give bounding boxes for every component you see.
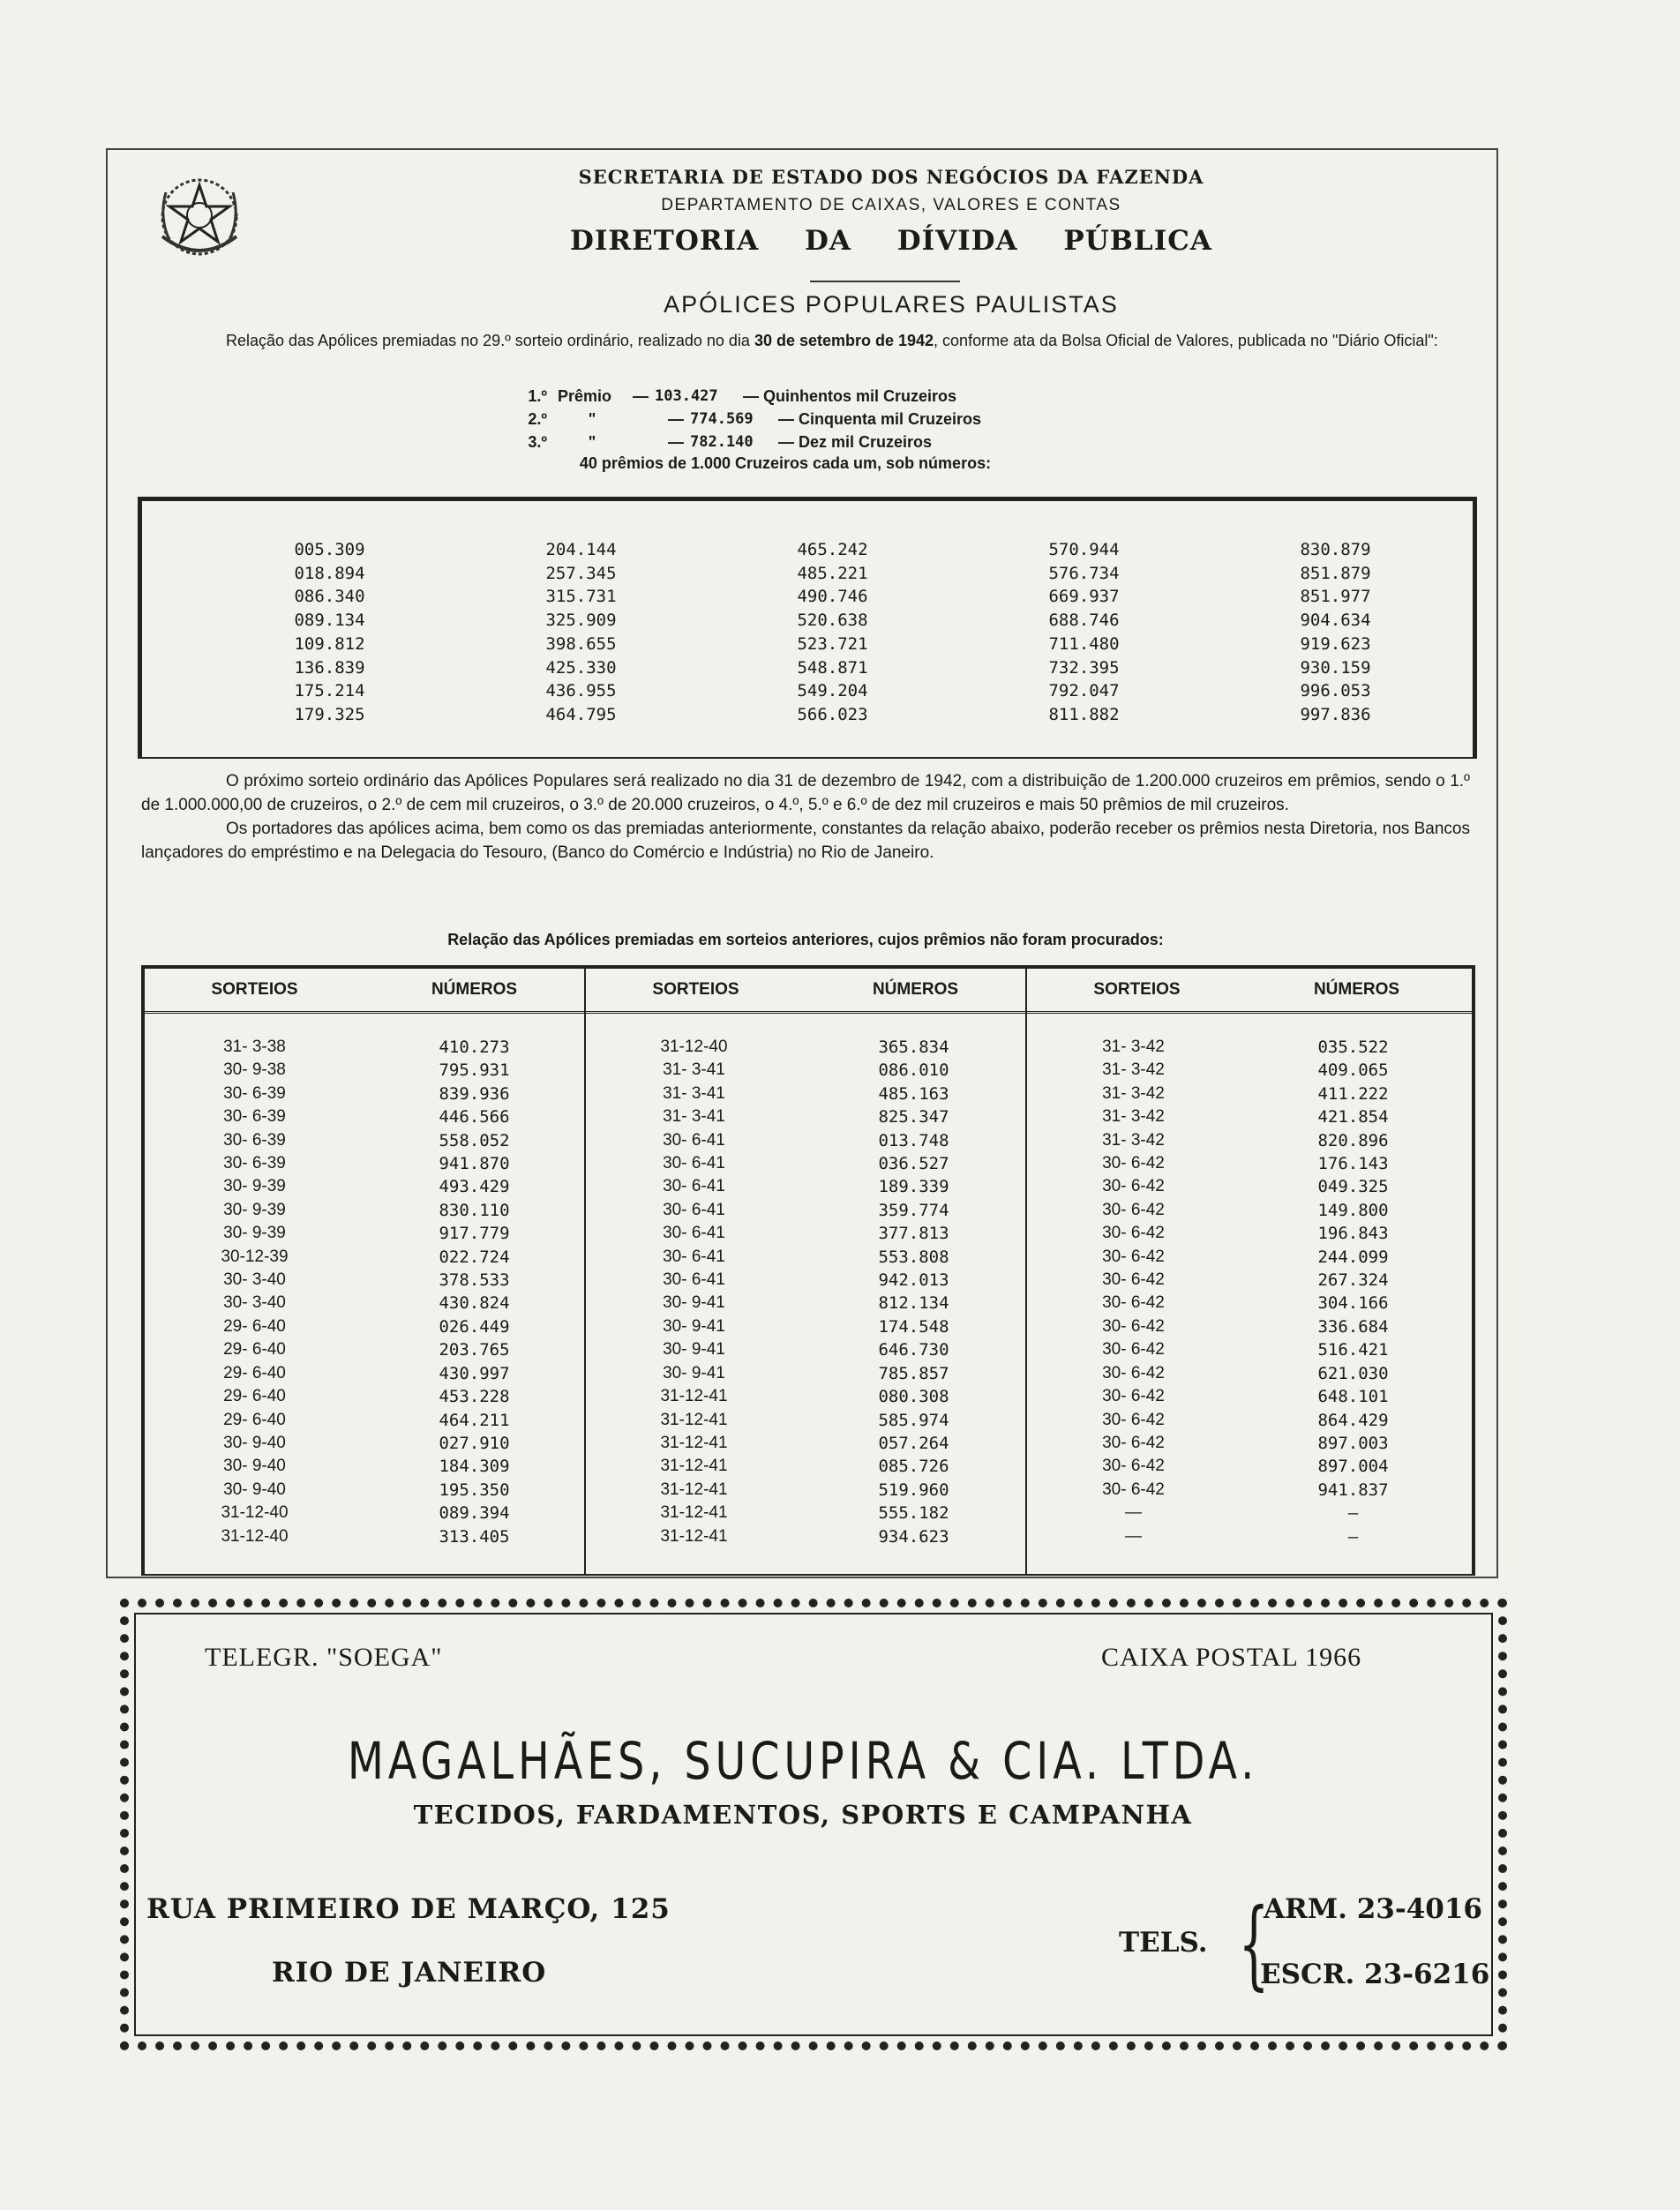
winning-number: 018.894: [294, 563, 365, 583]
policy-number-cell: 057.264: [878, 1433, 949, 1453]
winning-number: 325.909: [545, 611, 617, 631]
policy-number-cell: 086.010: [878, 1060, 949, 1081]
winning-numbers-column: [707, 538, 958, 727]
policy-number-cell: 195.350: [439, 1480, 510, 1500]
policy-number-cell: —: [1347, 1526, 1359, 1547]
header-secretaria: SECRETARIA DE ESTADO DOS NEGÓCIOS DA FAZENDA: [578, 166, 1204, 188]
policy-number-cell: 013.748: [878, 1130, 949, 1150]
draw-date-cell: 30- 9-39: [223, 1200, 286, 1219]
draw-date-cell: 30- 6-39: [223, 1107, 286, 1127]
table-column-group: [584, 1036, 1024, 1548]
draw-date-cell: 30- 9-39: [223, 1224, 286, 1243]
policy-number-cell: 203.765: [439, 1340, 510, 1360]
policy-number-cell: 934.623: [878, 1526, 949, 1547]
policy-number-cell: 830.110: [439, 1200, 510, 1220]
draw-date-cell: 30- 6-42: [1102, 1177, 1165, 1196]
draw-date-cell: 31-12-41: [660, 1387, 728, 1406]
policy-number-cell: 942.013: [878, 1270, 949, 1291]
draw-date-cell: 29- 6-40: [223, 1363, 286, 1382]
winning-number: 485.221: [797, 563, 868, 583]
policy-number-cell: 795.931: [439, 1060, 510, 1081]
policy-number-cell: 365.834: [878, 1038, 949, 1057]
draw-date-cell: 31-12-40: [221, 1503, 289, 1523]
table-column-group: [1024, 1036, 1463, 1548]
draw-date-cell: 30- 6-42: [1102, 1200, 1165, 1219]
sorteios-column: [1024, 1036, 1243, 1548]
policy-number-cell: 430.997: [439, 1363, 510, 1383]
winning-numbers-column: [204, 538, 455, 727]
table-header: [145, 969, 1472, 1014]
header-diretoria: DIRETORIA DA DÍVIDA PÚBLICA: [570, 225, 1212, 257]
policy-number-cell: 022.724: [439, 1247, 510, 1267]
winning-number: 996.053: [1300, 681, 1371, 701]
draw-date-cell: 30- 9-40: [223, 1433, 286, 1452]
policy-number-cell: 839.936: [439, 1083, 510, 1104]
draw-date-cell: 30- 9-41: [663, 1363, 725, 1382]
policy-number-cell: 377.813: [878, 1224, 949, 1244]
numeros-column: [804, 1036, 1024, 1548]
winning-number: 520.638: [797, 611, 868, 631]
policy-number-cell: 646.730: [878, 1340, 949, 1360]
winning-numbers-box: [138, 497, 1477, 759]
policy-number-cell: 897.004: [1317, 1457, 1389, 1477]
policy-number-cell: 864.429: [1317, 1410, 1389, 1430]
policy-number-cell: 036.527: [878, 1154, 949, 1174]
policy-number-cell: 812.134: [878, 1293, 949, 1314]
sorteios-column: [145, 1036, 364, 1548]
draw-date-cell: 30- 9-39: [223, 1177, 286, 1196]
policy-number-cell: 411.222: [1317, 1083, 1389, 1104]
ad-tels-label: TELS.: [1119, 1927, 1208, 1959]
draw-date-cell: 30- 6-39: [223, 1154, 286, 1173]
policy-number-cell: 820.896: [1317, 1130, 1389, 1150]
draw-date-cell: 30- 6-42: [1102, 1247, 1165, 1266]
winning-number: 257.345: [545, 563, 617, 583]
winning-number: 109.812: [294, 633, 365, 654]
policy-number-cell: 027.910: [439, 1433, 510, 1453]
ad-phone-escr: ESCR. 23-6216: [1260, 1959, 1490, 1990]
policy-number-cell: 585.974: [878, 1410, 949, 1430]
winning-number: 398.655: [545, 633, 617, 654]
winning-number: 136.839: [294, 657, 365, 678]
winning-number: 523.721: [797, 633, 868, 654]
policy-number-cell: 049.325: [1317, 1177, 1389, 1197]
winning-number: 175.214: [294, 681, 365, 701]
winning-numbers-column: [455, 538, 707, 727]
draw-date-cell: 30- 6-42: [1102, 1410, 1165, 1429]
draw-date-cell: 30- 6-42: [1102, 1224, 1165, 1243]
winning-number: 851.977: [1300, 587, 1371, 607]
draw-date-cell: 30- 6-39: [223, 1083, 286, 1103]
policy-number-cell: 825.347: [878, 1107, 949, 1127]
prize-list: [494, 385, 1165, 453]
draw-date-cell: 30- 6-42: [1102, 1387, 1165, 1406]
policy-number-cell: 555.182: [878, 1503, 949, 1524]
draw-date-cell: 31- 3-42: [1102, 1130, 1165, 1150]
policy-number-cell: 089.394: [439, 1503, 510, 1524]
draw-date-cell: 31-12-41: [660, 1503, 728, 1523]
policy-number-cell: 897.003: [1317, 1433, 1389, 1453]
winning-numbers-column: [958, 538, 1210, 727]
policy-number-cell: 174.548: [878, 1316, 949, 1337]
policy-number-cell: 464.211: [439, 1410, 510, 1430]
winning-number: 997.836: [1300, 704, 1371, 724]
intro-paragraph: Relação das Apólices premiadas no 29.º sorteio ordinário, realizado no dia 30 de setembro de 1942, conforme ata da Bolsa Oficial de Valores, publicada no "Diário Oficial":: [226, 332, 1438, 349]
draw-date-cell: 30- 9-40: [223, 1457, 286, 1476]
policy-number-cell: 421.854: [1317, 1107, 1389, 1127]
ad-address-city: RIO DE JANEIRO: [272, 1957, 547, 1989]
table-column-group: [145, 1036, 584, 1548]
winning-number: 830.879: [1300, 540, 1371, 559]
draw-date-cell: 30- 6-41: [663, 1130, 725, 1150]
draw-date-cell: 30- 6-42: [1102, 1270, 1165, 1290]
notice-paragraphs: [141, 769, 1470, 865]
policy-number-cell: 558.052: [439, 1130, 510, 1150]
winning-number: 669.937: [1048, 587, 1120, 607]
policy-number-cell: 648.101: [1317, 1387, 1389, 1407]
policy-number-cell: 189.339: [878, 1177, 949, 1197]
policy-number-cell: 196.843: [1317, 1224, 1389, 1244]
draw-date-cell: 31-12-41: [660, 1410, 728, 1429]
winning-number: 425.330: [545, 657, 617, 678]
winning-number: 548.871: [797, 657, 868, 678]
draw-date-cell: 31-12-41: [660, 1433, 728, 1452]
policy-number-cell: 519.960: [878, 1480, 949, 1500]
draw-date-cell: 30- 6-42: [1102, 1457, 1165, 1476]
policy-number-cell: 080.308: [878, 1387, 949, 1407]
ad-tagline: TECIDOS, FARDAMENTOS, SPORTS E CAMPANHA: [413, 1800, 1193, 1830]
draw-date-cell: 30- 6-42: [1102, 1480, 1165, 1499]
policy-number-cell: —: [1347, 1503, 1359, 1524]
prize-row: 2.º " — 774.569 — Cinquenta mil Cruzeiros: [528, 410, 982, 428]
draw-date-cell: 30- 9-41: [663, 1293, 725, 1313]
page-title: APÓLICES POPULARES PAULISTAS: [664, 291, 1119, 318]
policy-number-cell: 446.566: [439, 1107, 510, 1127]
draw-date-cell: 30- 6-42: [1102, 1340, 1165, 1360]
winning-number: 930.159: [1300, 657, 1371, 678]
numeros-column: [1243, 1036, 1463, 1548]
previous-draws-title: Relação das Apólices premiadas em sorteios anteriores, cujos prêmios não foram procurados:: [447, 931, 1164, 948]
draw-date-cell: 31-12-40: [221, 1526, 289, 1546]
draw-date-cell: 29- 6-40: [223, 1340, 286, 1360]
prize-row: 1.º Prêmio — 103.427 — Quinhentos mil Cruzeiros: [528, 387, 957, 405]
ad-postal-box: CAIXA POSTAL 1966: [1101, 1643, 1362, 1672]
winning-number: 688.746: [1048, 611, 1120, 631]
winning-number: 811.882: [1048, 704, 1120, 724]
policy-number-cell: 409.065: [1317, 1060, 1389, 1081]
winning-number: 570.944: [1048, 540, 1120, 559]
draw-date-cell: 31- 3-41: [663, 1083, 725, 1103]
policy-number-cell: 941.870: [439, 1154, 510, 1174]
policy-number-cell: 149.800: [1317, 1200, 1389, 1220]
draw-date-cell: —: [1125, 1526, 1142, 1546]
draw-date-cell: 30- 3-40: [223, 1293, 286, 1313]
draw-date-cell: 30- 6-42: [1102, 1293, 1165, 1313]
column-header-numeros: NÚMEROS: [872, 980, 959, 999]
winning-number: 904.634: [1300, 611, 1371, 631]
table-body: [145, 1036, 1472, 1548]
policy-number-cell: 184.309: [439, 1457, 510, 1477]
winning-number: 919.623: [1300, 633, 1371, 654]
draw-date-cell: 30- 6-39: [223, 1130, 286, 1150]
policy-number-cell: 267.324: [1317, 1270, 1389, 1291]
winning-number: 732.395: [1048, 657, 1120, 678]
winning-numbers-grid: [142, 538, 1473, 727]
ad-telegram: TELEGR. "SOEGA": [205, 1643, 443, 1672]
winning-number: 089.134: [294, 611, 365, 631]
draw-date-cell: 30- 9-38: [223, 1060, 286, 1080]
draw-date-cell: 30- 9-41: [663, 1340, 725, 1360]
policy-number-cell: 430.824: [439, 1293, 510, 1314]
policy-number-cell: 410.273: [439, 1038, 510, 1057]
draw-date-cell: 30- 6-41: [663, 1247, 725, 1266]
policy-number-cell: 085.726: [878, 1457, 949, 1477]
draw-date-cell: 29- 6-40: [223, 1316, 286, 1336]
column-header-sorteios: SORTEIOS: [211, 980, 298, 999]
policy-number-cell: 621.030: [1317, 1363, 1389, 1383]
draw-date-cell: 30- 3-40: [223, 1270, 286, 1290]
draw-date-cell: —: [1125, 1503, 1142, 1523]
ad-company-name: MAGALHÃES, SUCUPIRA & CIA. LTDA.: [347, 1731, 1259, 1791]
brace-icon: {: [1238, 1887, 1270, 2000]
next-draw-paragraph: O próximo sorteio ordinário das Apólices Populares será realizado no dia 31 de dezembro de 1942, com a distribuição de 1.200.000 cruzeiros em prêmios, sendo o 1.º de 1.000.000,00 de cruzeiros, o 2.º de cem mil cruzeiros, o 3.º de 20.000 cruzeiros, o 4.º, 5.º e 6.º de dez mil cruzeiros e mais 50 prêmios de mil cruzeiros.: [141, 772, 1470, 814]
winning-number: 179.325: [294, 704, 365, 724]
prize-row: 3.º " — 782.140 — Dez mil Cruzeiros: [528, 433, 933, 451]
policy-number-cell: 453.228: [439, 1387, 510, 1407]
draw-date-cell: 31- 3-38: [223, 1038, 286, 1056]
draw-date-cell: 30-12-39: [221, 1247, 289, 1266]
winning-number: 711.480: [1048, 633, 1120, 654]
winning-number: 005.309: [294, 540, 365, 559]
draw-date-cell: 30- 6-41: [663, 1154, 725, 1173]
winning-number: 576.734: [1048, 563, 1120, 583]
policy-number-cell: 941.837: [1317, 1480, 1389, 1500]
draw-date-cell: 31- 3-42: [1102, 1060, 1165, 1080]
winning-number: 315.731: [545, 587, 617, 607]
holders-paragraph: Os portadores das apólices acima, bem como os das premiadas anteriormente, constantes da relação abaixo, poderão receber os prêmios nesta Diretoria, nos Bancos lançadores do empréstimo e na Delegacia do Tesouro, (Banco do Comércio e Indústria) no Rio de Janeiro.: [141, 820, 1470, 862]
policy-number-cell: 785.857: [878, 1363, 949, 1383]
policy-number-cell: 516.421: [1317, 1340, 1389, 1360]
policy-number-cell: 026.449: [439, 1316, 510, 1337]
policy-number-cell: 176.143: [1317, 1154, 1389, 1174]
draw-date-cell: 31- 3-42: [1102, 1038, 1165, 1056]
draw-date-cell: 30- 6-42: [1102, 1316, 1165, 1336]
policy-number-cell: 917.779: [439, 1224, 510, 1244]
prizes-forty-caption: 40 prêmios de 1.000 Cruzeiros cada um, sob números:: [579, 454, 992, 472]
coat-of-arms-emblem-icon: [150, 166, 249, 272]
policy-number-cell: 336.684: [1317, 1316, 1389, 1337]
column-header-sorteios: SORTEIOS: [652, 980, 739, 999]
column-header-sorteios: SORTEIOS: [1093, 980, 1181, 999]
draw-date-cell: 29- 6-40: [223, 1410, 286, 1429]
ad-phone-arm: ARM. 23-4016: [1264, 1893, 1482, 1925]
draw-date-cell: 31- 3-41: [663, 1107, 725, 1127]
policy-number-cell: 493.429: [439, 1177, 510, 1197]
ad-address-street: RUA PRIMEIRO DE MARÇO, 125: [146, 1893, 671, 1925]
column-header-numeros: NÚMEROS: [1313, 980, 1400, 999]
draw-date-cell: 30- 6-42: [1102, 1154, 1165, 1173]
draw-date-cell: 30- 9-41: [663, 1316, 725, 1336]
policy-number-cell: 553.808: [878, 1247, 949, 1267]
draw-date-cell: 30- 6-41: [663, 1224, 725, 1243]
winning-number: 086.340: [294, 587, 365, 607]
winning-number: 549.204: [797, 681, 868, 701]
winning-number: 204.144: [545, 540, 617, 559]
draw-date-cell: 31-12-40: [660, 1038, 728, 1056]
draw-date-cell: 31- 3-42: [1102, 1107, 1165, 1127]
sorteios-column: [584, 1036, 804, 1548]
policy-number-cell: 035.522: [1317, 1038, 1389, 1057]
winning-number: 464.795: [545, 704, 617, 724]
policy-number-cell: 485.163: [878, 1083, 949, 1104]
winning-number: 490.746: [797, 587, 868, 607]
header-departamento: DEPARTAMENTO DE CAIXAS, VALORES E CONTAS: [661, 196, 1121, 214]
draw-date-cell: 30- 6-42: [1102, 1433, 1165, 1452]
draw-date-cell: 30- 6-41: [663, 1200, 725, 1219]
draw-date-cell: 30- 6-41: [663, 1177, 725, 1196]
policy-number-cell: 313.405: [439, 1526, 510, 1547]
winning-number: 566.023: [797, 704, 868, 724]
draw-date-cell: 31-12-41: [660, 1480, 728, 1499]
draw-date-cell: 30- 9-40: [223, 1480, 286, 1499]
draw-date-cell: 29- 6-40: [223, 1387, 286, 1406]
draw-date-cell: 31-12-41: [660, 1457, 728, 1476]
winning-number: 465.242: [797, 540, 868, 559]
previous-draws-table: [141, 965, 1475, 1576]
draw-date-cell: 30- 6-41: [663, 1270, 725, 1290]
policy-number-cell: 304.166: [1317, 1293, 1389, 1314]
draw-date-cell: 30- 6-42: [1102, 1363, 1165, 1382]
policy-number-cell: 244.099: [1317, 1247, 1389, 1267]
policy-number-cell: 378.533: [439, 1270, 510, 1291]
winning-numbers-column: [1210, 538, 1461, 727]
draw-date-cell: 31- 3-42: [1102, 1083, 1165, 1103]
winning-number: 851.879: [1300, 563, 1371, 583]
column-header-numeros: NÚMEROS: [431, 980, 518, 999]
draw-date: 30 de setembro de 1942: [754, 332, 934, 349]
draw-date-cell: 31-12-41: [660, 1526, 728, 1546]
draw-date-cell: 31- 3-41: [663, 1060, 725, 1080]
header-rule: [810, 281, 960, 282]
winning-number: 792.047: [1048, 681, 1120, 701]
winning-number: 436.955: [545, 681, 617, 701]
numeros-column: [364, 1036, 584, 1548]
policy-number-cell: 359.774: [878, 1200, 949, 1220]
